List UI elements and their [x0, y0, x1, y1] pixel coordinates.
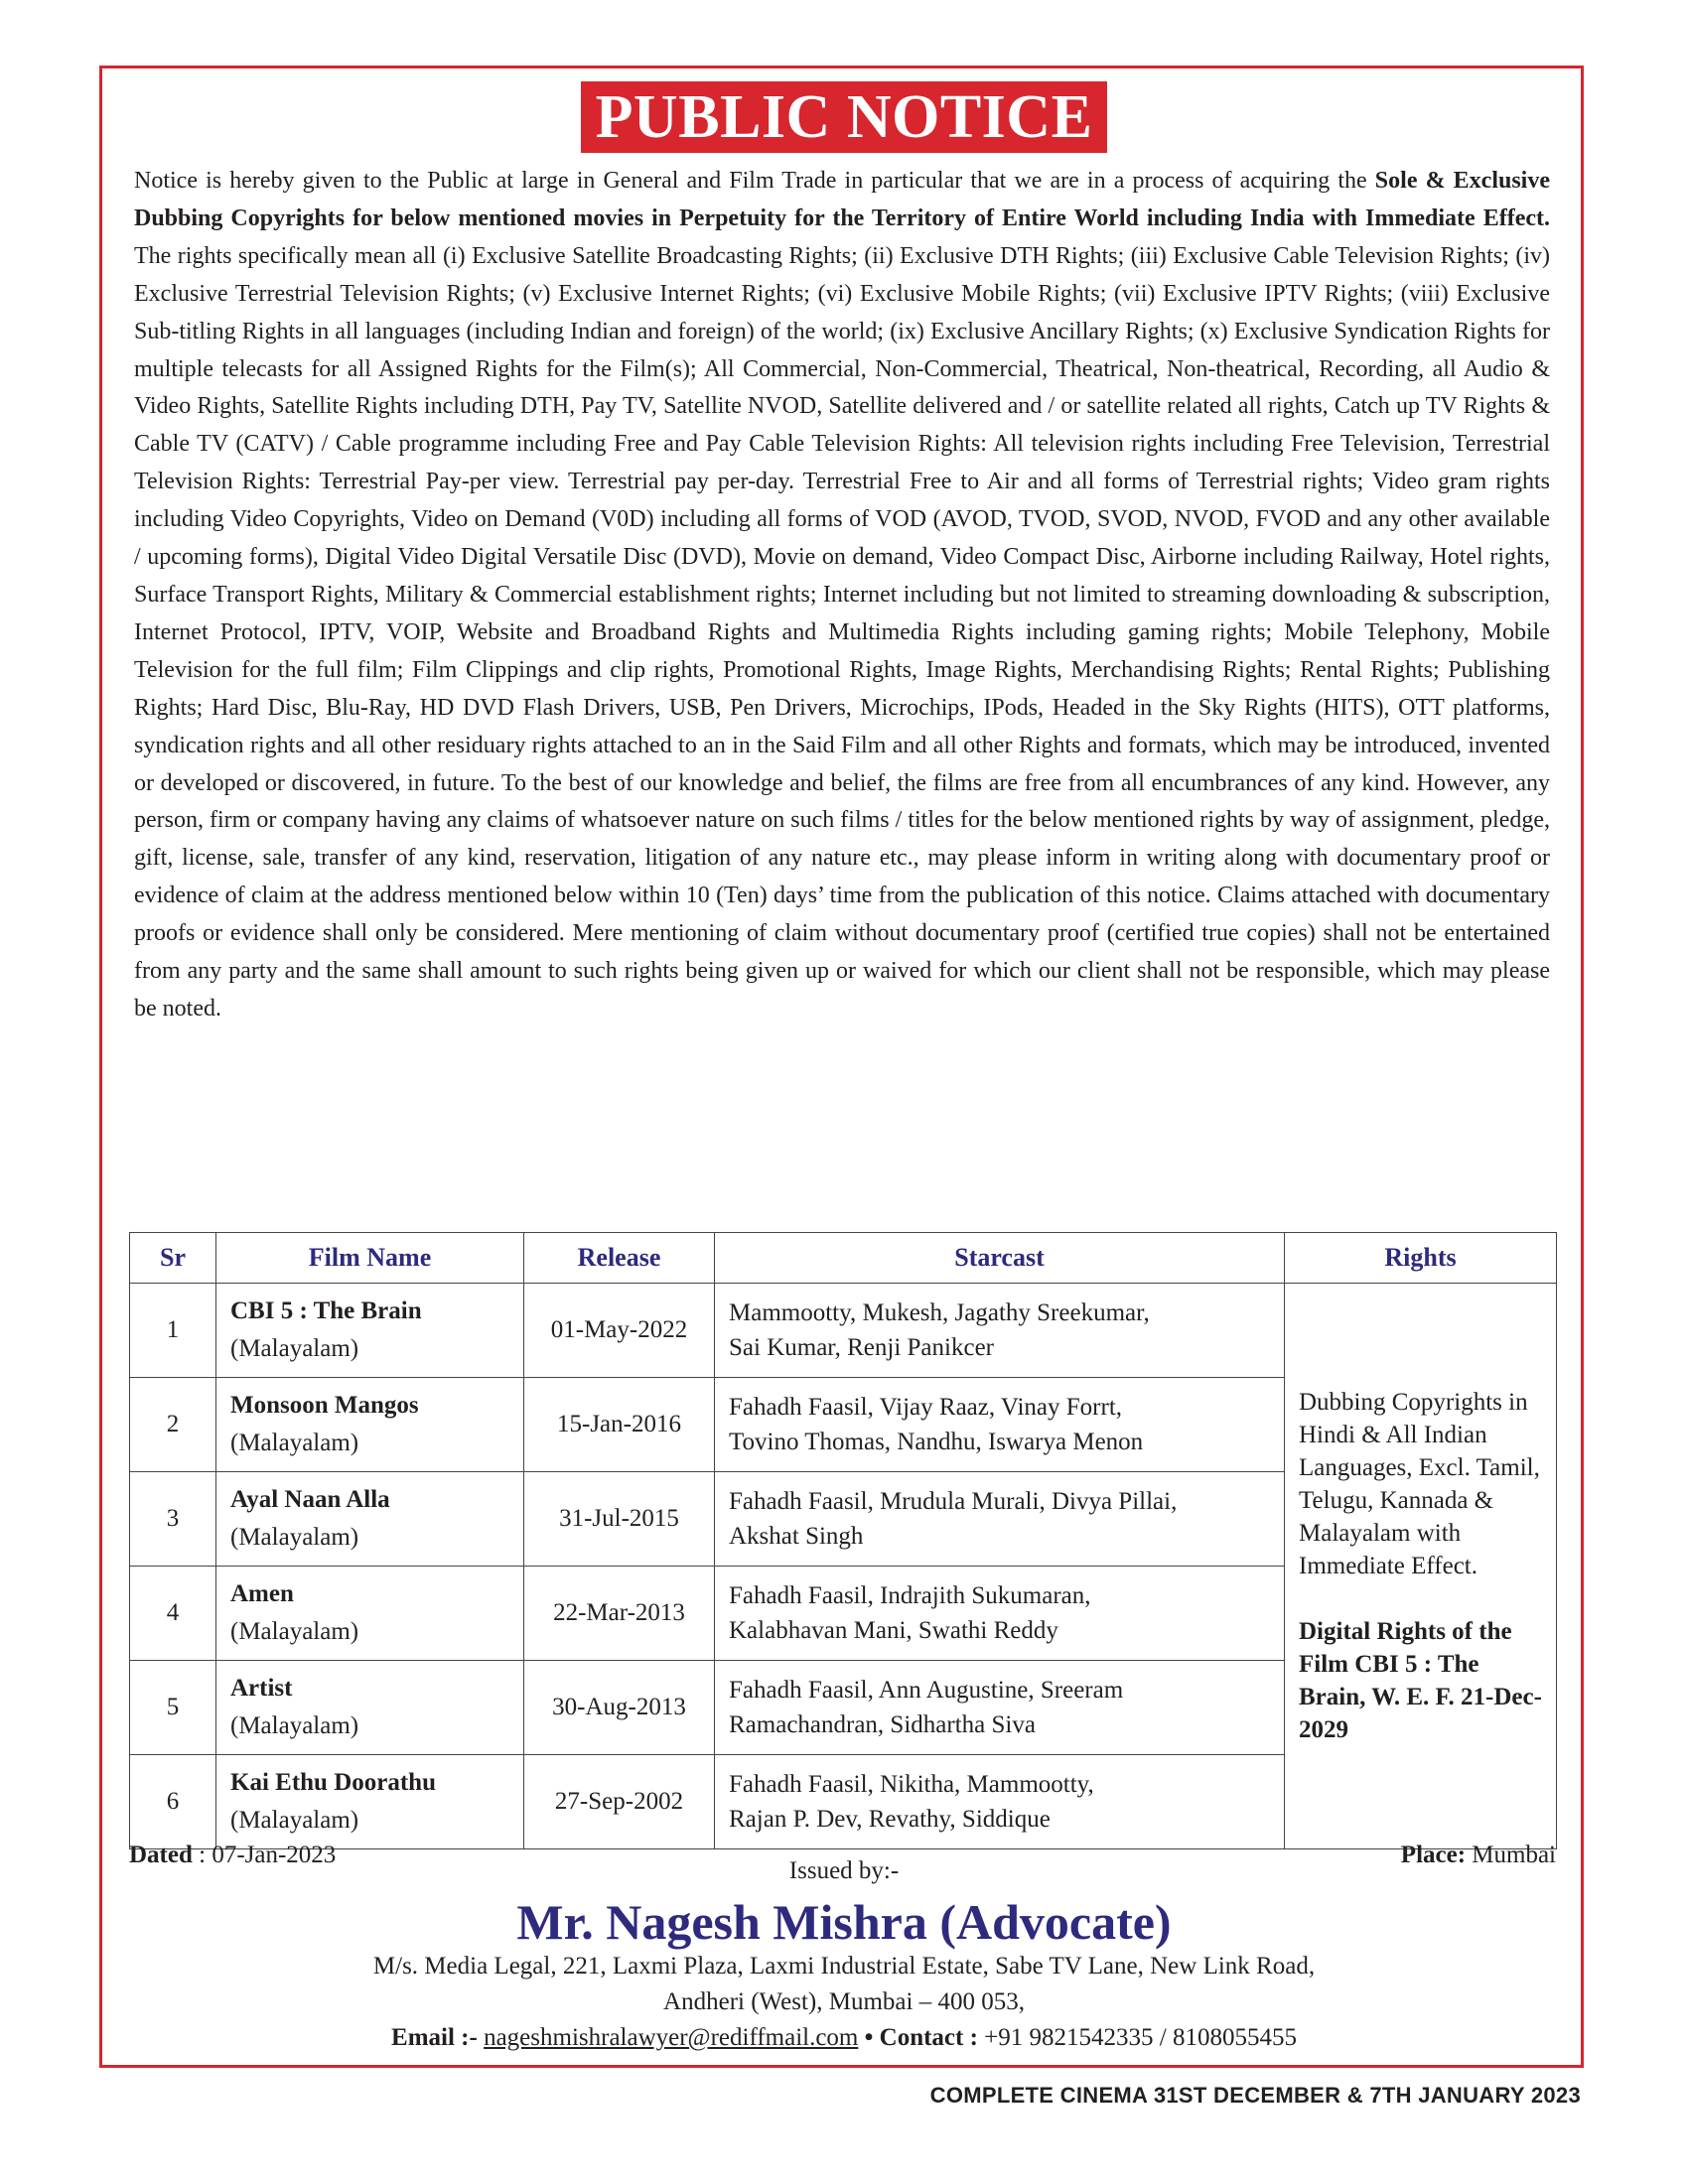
release-cell: 01-May-2022 [524, 1284, 715, 1378]
place-value: Mumbai [1466, 1842, 1556, 1868]
starcast-line: Rajan P. Dev, Revathy, Siddique [729, 1806, 1051, 1833]
rights-dubbing: Dubbing Copyrights in Hindi & All Indian Languages, Excl. Tamil, Telugu, Kannada & Malayalam with Immediate Effect. [1299, 1389, 1540, 1579]
film-language: (Malayalam) [230, 1430, 359, 1456]
address-line-2: Andheri (West), Mumbai – 400 053, [663, 1988, 1025, 2015]
bullet-separator: • [864, 2024, 874, 2051]
starcast-cell [715, 1755, 1285, 1849]
publication-footer: COMPLETE CINEMA 31ST DECEMBER & 7TH JANUARY 2023 [929, 2083, 1581, 2108]
table-row [130, 1284, 1557, 1378]
notice-title: PUBLIC NOTICE [581, 81, 1108, 153]
film-cell [216, 1284, 524, 1378]
starcast-cell [715, 1472, 1285, 1567]
release-cell: 27-Sep-2002 [524, 1755, 715, 1849]
header-rights: Rights [1285, 1233, 1557, 1284]
film-cell [216, 1755, 524, 1849]
film-title: Artist [230, 1675, 293, 1702]
film-language: (Malayalam) [230, 1618, 359, 1645]
film-title: Kai Ethu Doorathu [230, 1769, 436, 1796]
starcast-line: Kalabhavan Mani, Swathi Reddy [729, 1617, 1058, 1644]
film-cell [216, 1378, 524, 1472]
release-cell: 30-Aug-2013 [524, 1661, 715, 1755]
rights-digital: Digital Rights of the Film CBI 5 : The Brain, W. E. F. 21-Dec-2029 [1299, 1618, 1542, 1743]
contact-phone: +91 9821542335 / 8108055455 [984, 2024, 1297, 2051]
starcast-line: Fahadh Faasil, Vijay Raaz, Vinay Forrt, [729, 1394, 1123, 1421]
film-title: Ayal Naan Alla [230, 1486, 390, 1513]
header-release: Release [524, 1233, 715, 1284]
body-bold-clause: Sole & Exclusive Dubbing Copyrights for below mentioned movies in Perpetuity for the Territory of Entire World including India with Immediate Effect. [134, 168, 1551, 231]
rights-cell [1285, 1284, 1557, 1849]
release-cell: 22-Mar-2013 [524, 1567, 715, 1661]
sr-cell: 2 [130, 1378, 216, 1472]
starcast-line: Ramachandran, Sidhartha Siva [729, 1711, 1036, 1738]
contact-line [0, 2024, 1688, 2052]
issued-by: Issued by:- [788, 1857, 900, 1884]
starcast-line: Mammootty, Mukesh, Jagathy Sreekumar, [729, 1299, 1150, 1326]
film-cell [216, 1472, 524, 1567]
film-title: Amen [230, 1580, 294, 1607]
release-cell: 15-Jan-2016 [524, 1378, 715, 1472]
header-starcast: Starcast [715, 1233, 1285, 1284]
starcast-cell [715, 1567, 1285, 1661]
starcast-line: Sai Kumar, Renji Panikcer [729, 1334, 994, 1361]
starcast-line: Fahadh Faasil, Nikitha, Mammootty, [729, 1771, 1094, 1798]
films-table [129, 1232, 1557, 1849]
starcast-cell [715, 1378, 1285, 1472]
sr-cell: 1 [130, 1284, 216, 1378]
body-intro: Notice is hereby given to the Public at large in General and Film Trade in particular that we are in a process of acquiring the [134, 168, 1375, 194]
sr-cell: 4 [130, 1567, 216, 1661]
starcast-line: Akshat Singh [729, 1523, 864, 1550]
film-language: (Malayalam) [230, 1712, 359, 1739]
starcast-cell [715, 1284, 1285, 1378]
film-title: Monsoon Mangos [230, 1392, 419, 1419]
title-wrapper [0, 81, 1688, 153]
film-title: CBI 5 : The Brain [230, 1297, 422, 1324]
starcast-line: Tovino Thomas, Nandhu, Iswarya Menon [729, 1429, 1144, 1455]
sr-cell: 6 [130, 1755, 216, 1849]
contact-label: Contact : [879, 2024, 978, 2051]
address-line-1: M/s. Media Legal, 221, Laxmi Plaza, Laxmi Industrial Estate, Sabe TV Lane, New Link Road, [372, 1953, 1316, 1979]
film-cell [216, 1661, 524, 1755]
email-link[interactable]: nageshmishralawyer@rediffmail.com [484, 2024, 859, 2051]
dated-value: : 07-Jan-2023 [192, 1842, 337, 1868]
starcast-line: Fahadh Faasil, Mrudula Murali, Divya Pillai, [729, 1488, 1178, 1515]
dated-label: Dated [129, 1842, 193, 1868]
email-label: Email :- [391, 2024, 478, 2051]
body-rest: The rights specifically mean all (i) Exclusive Satellite Broadcasting Rights; (ii) Exclusive DTH Rights; (iii) Exclusive Cable Television Rights; (iv) Exclusive Terrestrial Television Rights; (v) Exclusive Internet Rights; (vi) Exclusive Mobile Rights; (vii) Exclusive IPTV Rights; (viii) Exclusive Sub-titling Rights in all languages (including Indian and foreign) of the world; (ix) Exclusive Ancillary Rights; (x) Exclusive Syndication Rights for multiple telecasts for all Assigned Rights for the Film(s); All Commercial, Non-Commercial, Theatrical, Non-theatrical, Recording, all Audio & Video Rights, Satellite Rights including DTH, Pay TV, Satellite NVOD, Satellite delivered and / or satellite related all rights, Catch up TV Rights & Cable TV (CATV) / Cable programme including Free and Pay Cable Television Rights: All television rights including Free Television, Terrestrial Television Rights: Terrestrial Pay-per view. Terrestrial pay per-day. Terrestrial Free to Air and all forms of Terrestrial rights; Video gram rights including Video Copyrights, Video on Demand (V0D) including all forms of VOD (AVOD, TVOD, SVOD, NVOD, FVOD and any other available / upcoming forms), Digital Video Digital Versatile Disc (DVD), Movie on demand, Video Compact Disc, Airborne including Railway, Hotel rights, Surface Transport Rights, Military & Commercial establishment rights; Internet including but not limited to streaming downloading & subscription, Internet Protocol, IPTV, VOIP, Website and Broadband Rights and Multimedia Rights including gaming rights; Mobile Telephony, Mobile Television for the full film; Film Clippings and clip rights, Promotional Rights, Image Rights, Merchandising Rights; Rental Rights; Publishing Rights; Hard Disc, Blu-Ray, HD DVD Flash Drivers, USB, Pen Drivers, Microchips, IPods, Headed in the Sky Rights (HITS), OTT platforms, syndication rights and all other residuary rights attached to an in the Said Film and all other Rights and formats, which may be introduced, invented or developed or discovered, in future. To the best of our knowledge and belief, the films are free from all encumbrances of any kind. However, any person, firm or company having any claims of whatsoever nature on such films / titles for the below mentioned rights by way of assignment, pledge, gift, license, sale, transfer of any kind, reservation, litigation of any nature etc., may please inform in writing along with documentary proof or evidence of claim at the address mentioned below within 10 (Ten) days’ time from the publication of this notice. Claims attached with documentary proofs or evidence shall only be considered. Mere mentioning of claim without documentary proof (certified true copies) shall not be entertained from any party and the same shall amount to such rights being given up or waived for which our client shall not be responsible, which may please be noted. [134, 242, 1550, 1022]
starcast-line: Fahadh Faasil, Indrajith Sukumaran, [729, 1582, 1091, 1609]
place-label: Place: [1400, 1842, 1467, 1868]
film-language: (Malayalam) [230, 1335, 359, 1362]
film-language: (Malayalam) [230, 1807, 359, 1834]
film-language: (Malayalam) [230, 1524, 359, 1551]
starcast-line: Fahadh Faasil, Ann Augustine, Sreeram [729, 1677, 1124, 1704]
advocate-name: Mr. Nagesh Mishra (Advocate) [516, 1894, 1172, 1950]
header-sr: Sr [130, 1233, 216, 1284]
header-film-name: Film Name [216, 1233, 524, 1284]
film-cell [216, 1567, 524, 1661]
table-header-row [130, 1233, 1557, 1284]
notice-body [134, 163, 1550, 1028]
sr-cell: 5 [130, 1661, 216, 1755]
starcast-cell [715, 1661, 1285, 1755]
release-cell: 31-Jul-2015 [524, 1472, 715, 1567]
sr-cell: 3 [130, 1472, 216, 1567]
